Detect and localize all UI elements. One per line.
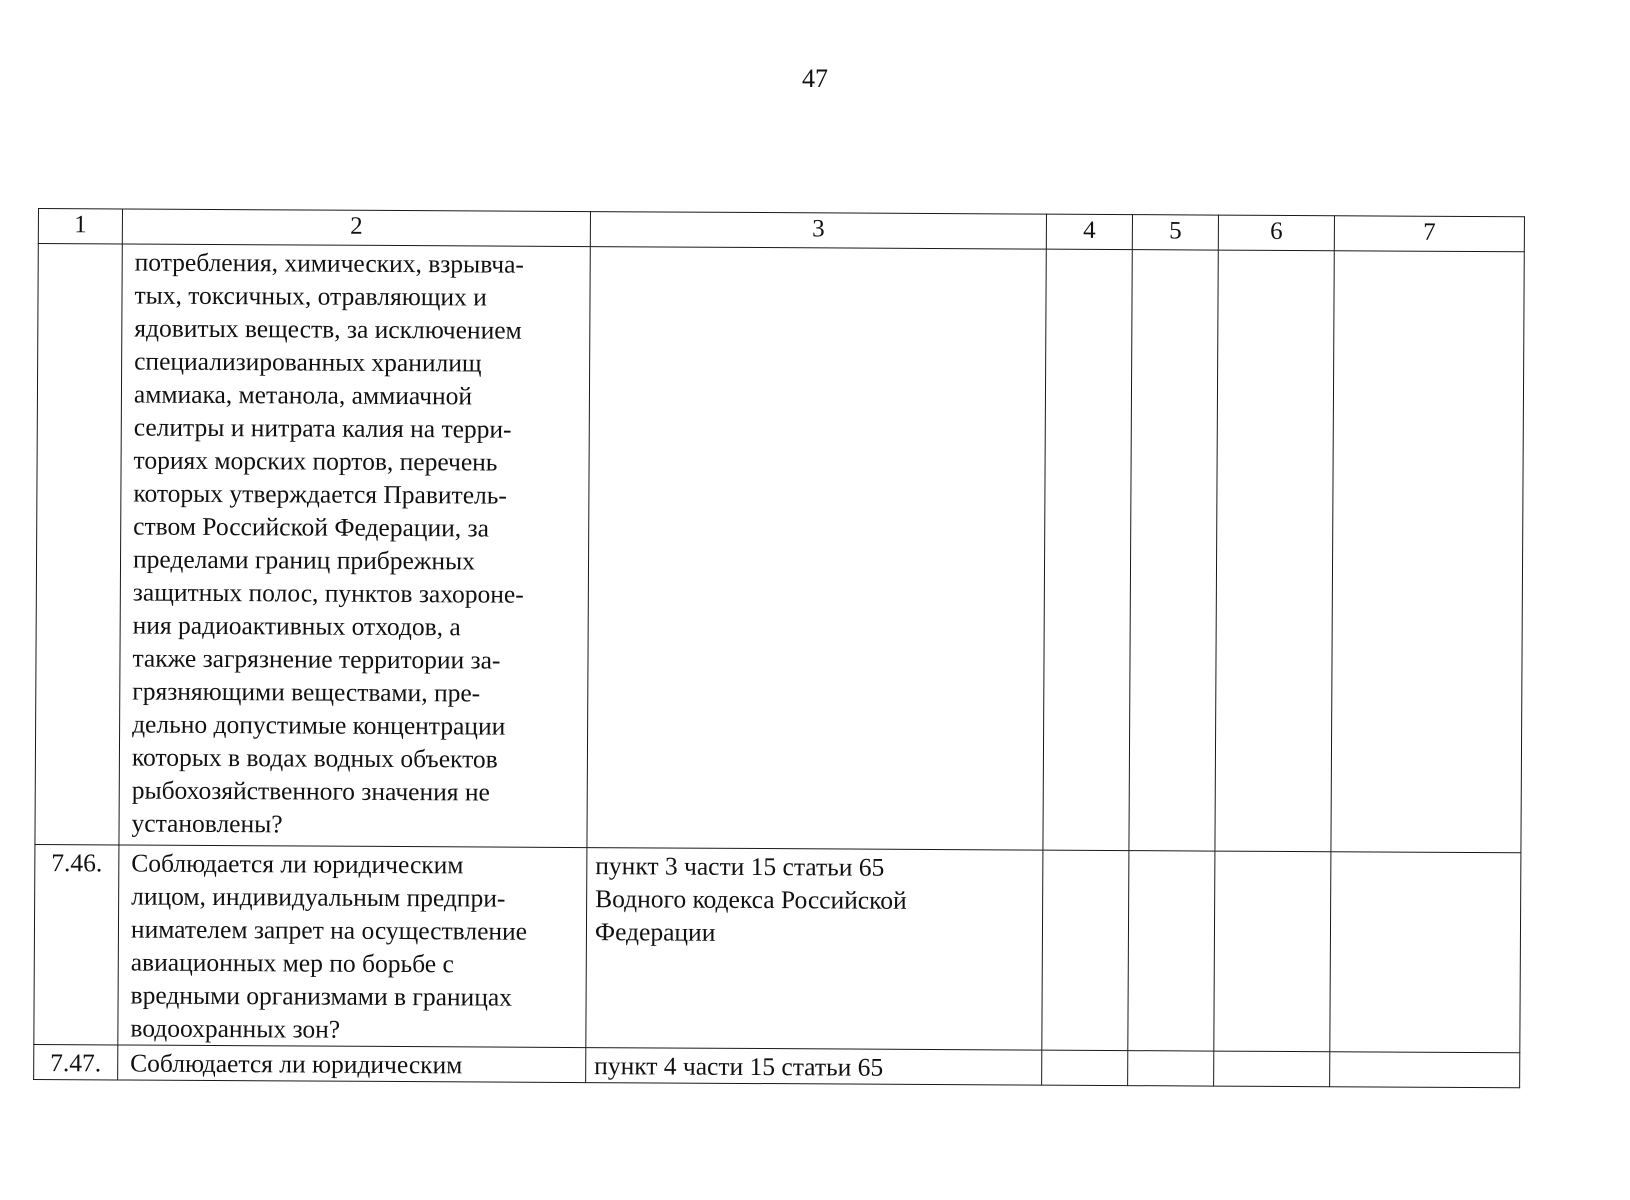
question-text: [118, 845, 586, 1047]
question-line: рыбохозяйственного значения не: [131, 775, 490, 807]
question-text: [118, 1045, 585, 1082]
reference-line: пункт 3 части 15 статьи 65: [595, 851, 885, 882]
question-line: пределами границ прибрежных: [132, 544, 476, 576]
empty-cell-col-4: [1043, 249, 1132, 850]
header-col-6: 6: [1218, 215, 1334, 251]
item-number-cell: [35, 244, 122, 845]
question-line: ния радиоактивных отходов, а: [132, 610, 461, 642]
question-cell: [119, 244, 590, 848]
question-text: [119, 244, 589, 842]
empty-cell-col-6: [1214, 1051, 1330, 1087]
question-line: ториях морских портов, перечень: [133, 445, 498, 477]
table-row: [34, 1044, 1520, 1087]
question-line: тых, токсичных, отравляющих и: [134, 280, 487, 312]
table-row: [34, 844, 1521, 1052]
header-col-7: 7: [1334, 216, 1524, 252]
question-line: дельно допустимые концентрации: [132, 709, 506, 741]
question-line: которых в водах водных объектов: [131, 742, 498, 774]
reference-line: пункт 4 части 15 статьи 65: [594, 1051, 884, 1082]
question-cell: [118, 845, 587, 1048]
question-line: аммиака, метанола, аммиачной: [133, 379, 473, 411]
item-number: 7.46.: [51, 848, 103, 878]
empty-cell-col-7: [1330, 1052, 1520, 1088]
question-line: авиационных мер по борьбе с: [130, 947, 454, 979]
question-line: также загрязнение территории за-: [132, 643, 501, 675]
item-number-cell: [34, 844, 119, 1044]
question-line: селитры и нитрата калия на терри-: [133, 412, 512, 444]
empty-cell-col-4: [1042, 1050, 1128, 1085]
empty-cell-col-5: [1128, 1051, 1214, 1086]
header-col-4: 4: [1046, 214, 1132, 249]
reference-cell: [587, 247, 1046, 851]
item-number: 7.47.: [50, 1048, 102, 1078]
question-line: ядовитых веществ, за исключением: [134, 313, 522, 345]
question-line: Соблюдается ли юридическим: [130, 1048, 463, 1080]
item-number: [39, 244, 122, 245]
empty-cell-col-7: [1330, 852, 1521, 1053]
header-col-1: 1: [38, 209, 122, 244]
empty-cell-col-6: [1214, 851, 1331, 1052]
page-number: 47: [802, 64, 828, 93]
header-col-2: 2: [122, 209, 590, 247]
empty-cell-col-5: [1129, 250, 1218, 851]
header-col-5: 5: [1132, 215, 1218, 250]
question-line: грязняющими веществами, пре-: [132, 676, 481, 708]
header-col-3: 3: [590, 212, 1046, 250]
reference-cell: [586, 1048, 1042, 1086]
empty-cell-col-6: [1215, 250, 1334, 852]
question-line: ством Российской Федерации, за: [133, 511, 490, 543]
reference-line: Федерации: [594, 917, 716, 947]
question-line: вредными организмами в границах: [130, 980, 513, 1012]
question-line: водоохранных зон?: [130, 1013, 341, 1044]
question-line: потребления, химических, взрывча-: [134, 247, 525, 279]
question-line: лицом, индивидуальным предпри-: [131, 881, 506, 913]
question-line: нимателем запрет на осуществление: [130, 914, 528, 946]
empty-cell-col-5: [1128, 851, 1215, 1051]
reference-text: [587, 848, 1043, 951]
table-row: [35, 244, 1524, 853]
question-line: установлены?: [131, 808, 283, 839]
question-line: защитных полос, пунктов захороне-: [132, 577, 524, 609]
empty-cell-col-4: [1042, 850, 1129, 1050]
item-number-cell: [34, 1044, 118, 1079]
empty-cell-col-7: [1331, 251, 1524, 853]
question-line: специализированных хранилищ: [134, 346, 482, 378]
question-line: Соблюдается ли юридическим: [131, 848, 464, 880]
checklist-table: [33, 208, 1525, 1088]
question-line: которых утверждается Правитель-: [133, 478, 508, 510]
reference-cell: [586, 848, 1043, 1051]
reference-text: [586, 1048, 1041, 1085]
reference-line: Водного кодекса Российской: [595, 884, 907, 915]
question-cell: [118, 1045, 586, 1083]
